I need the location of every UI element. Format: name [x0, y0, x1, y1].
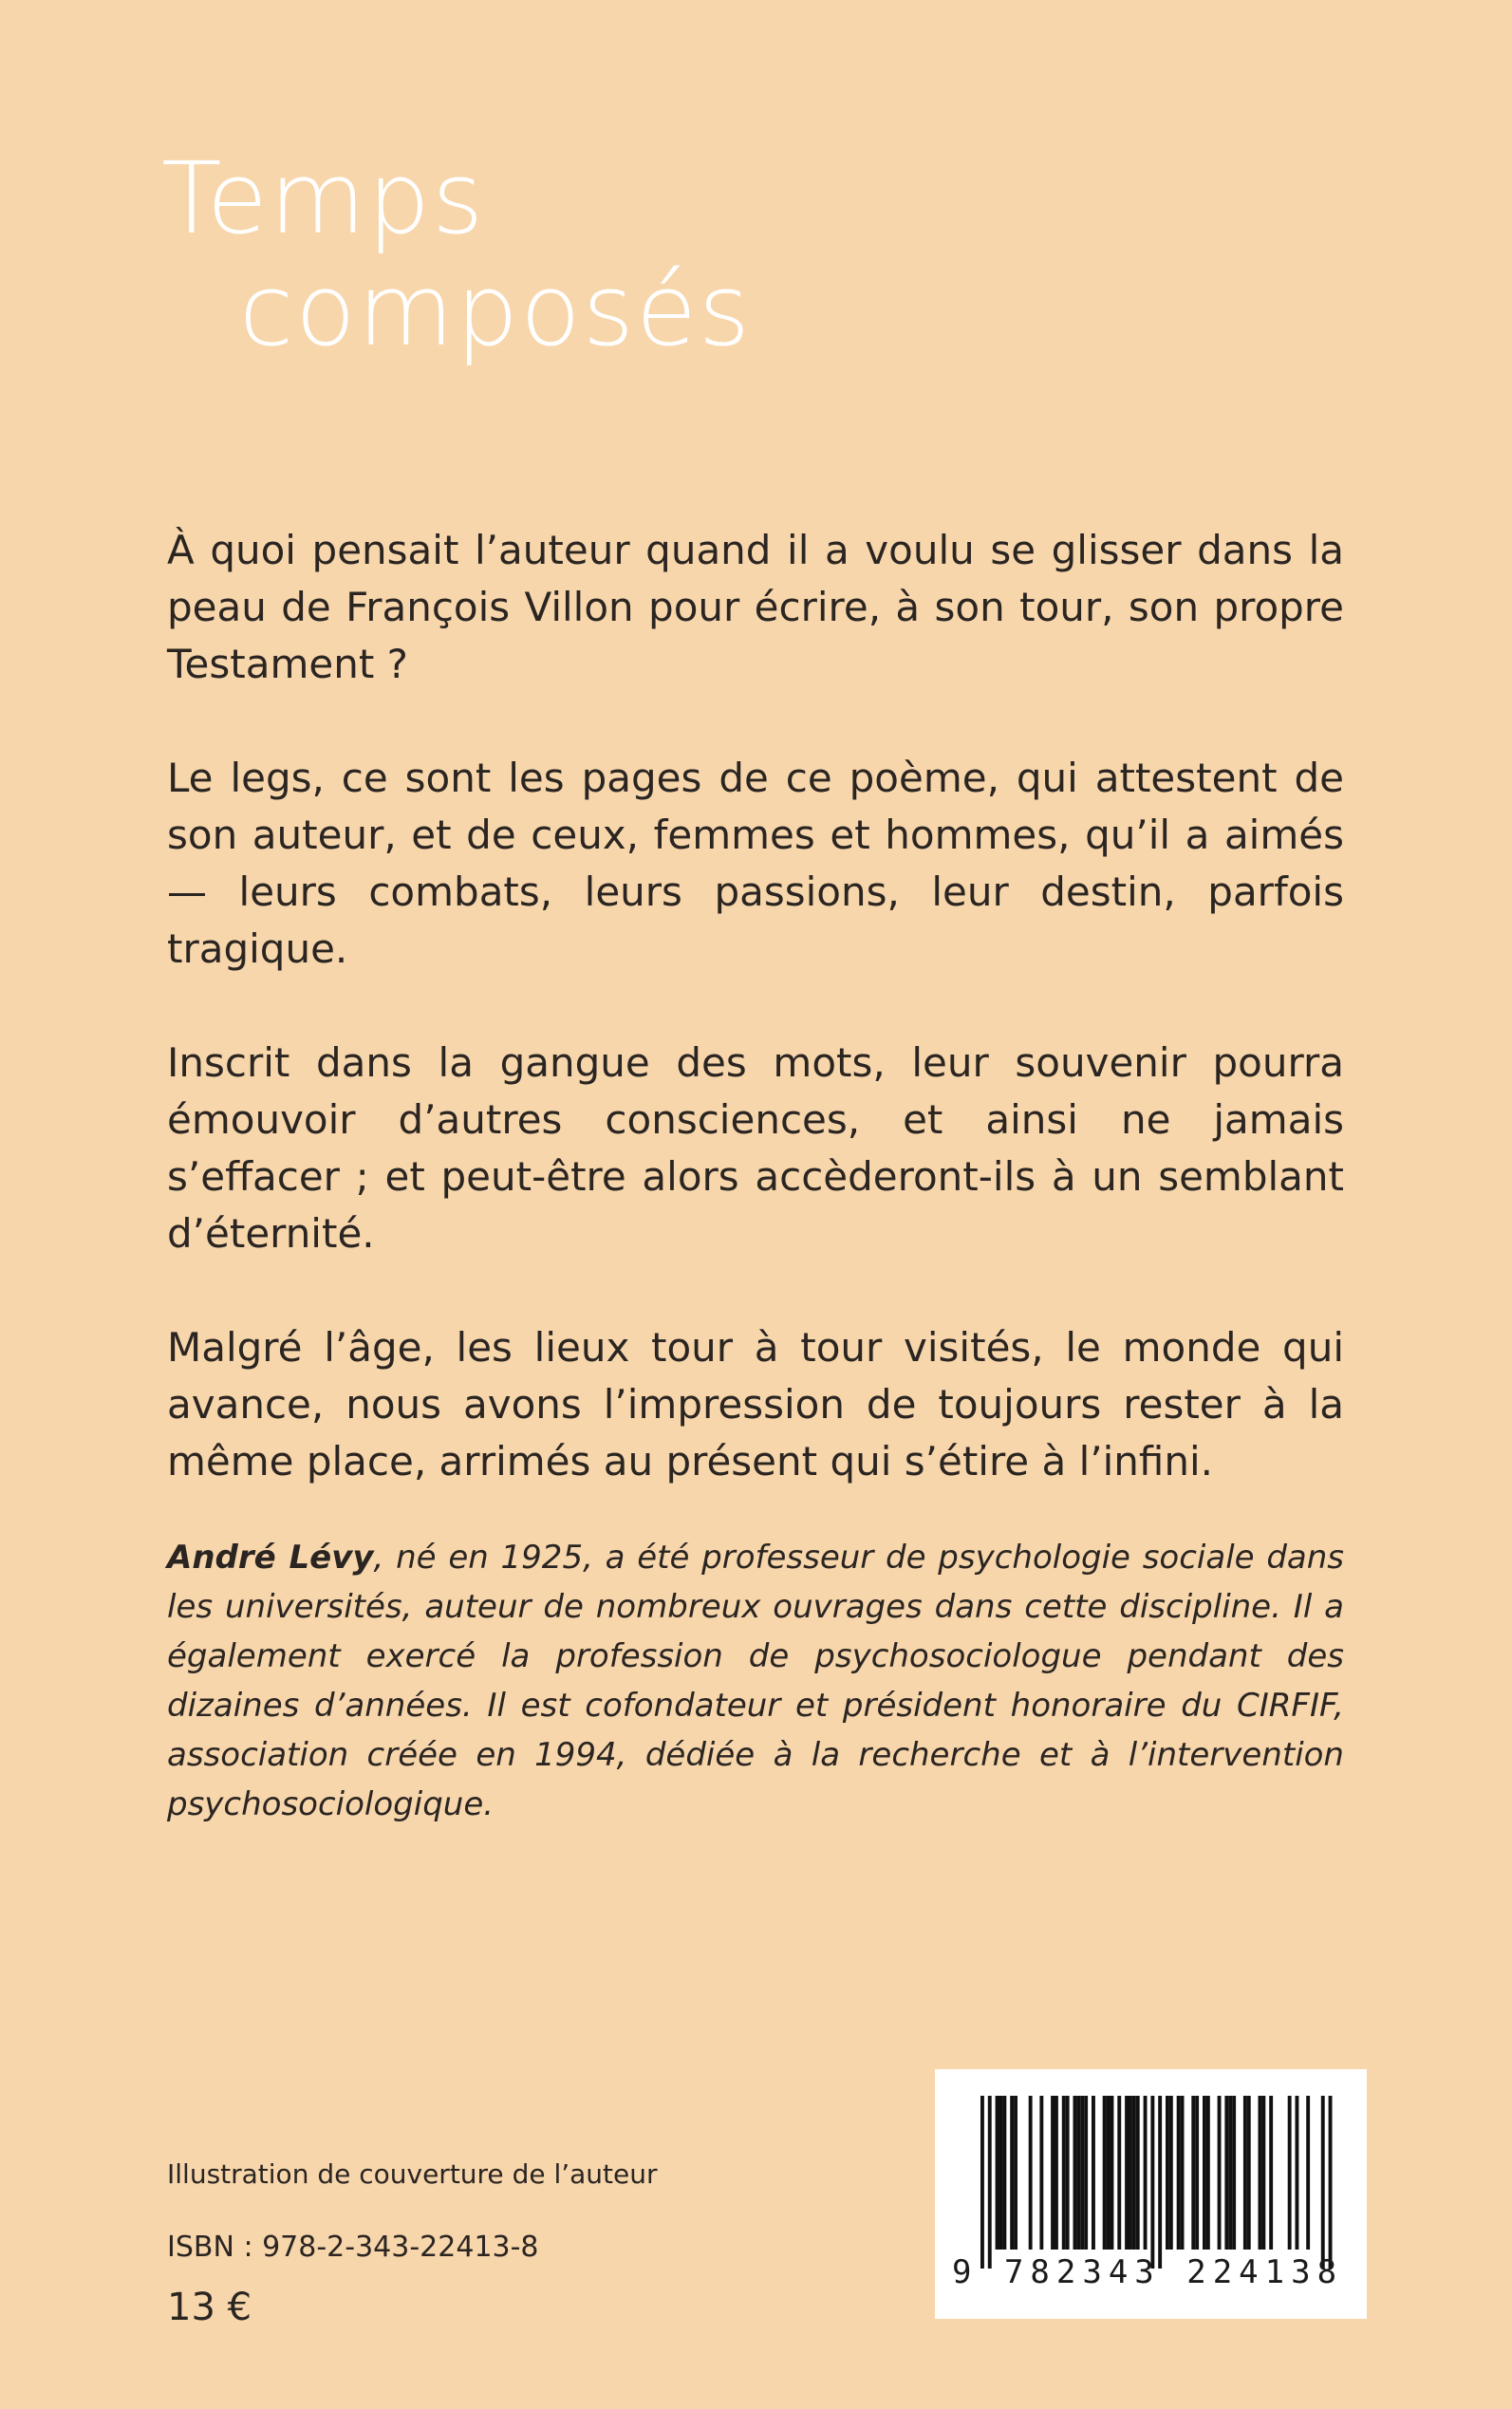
barcode-bar — [1014, 2096, 1017, 2250]
barcode-bar — [1218, 2096, 1222, 2250]
barcode-bar — [1051, 2096, 1055, 2250]
barcode-bar — [1092, 2096, 1095, 2250]
title-line-1: Temps — [161, 140, 486, 256]
barcode-bar — [1039, 2096, 1043, 2250]
barcode-bar — [1247, 2096, 1251, 2250]
blurb-paragraph-3: Inscrit dans la gangue des mots, leur souvenir pourra émouvoir d’autres consciences, et ainsi ne jamais s’effacer ; et peut-être alors accèderont-ils à un semblant d’éternité. — [167, 1039, 1344, 1257]
barcode-bar — [980, 2096, 984, 2269]
barcode-bar — [1329, 2096, 1333, 2269]
author-bio-text: , né en 1925, a été professeur de psychologie sociale dans les universités, auteur de nombreux ouvrages dans cette discipline. Il a également exercé la profession de psychosociologue pendant des dizaines d’années. Il est cofondateur et président honoraire du CIRFIF, association créée en 1994, dédiée à la recherche et à l’intervention psychosociologique. — [167, 1539, 1345, 1823]
barcode-bar — [1144, 2096, 1148, 2250]
blurb-paragraph-1: À quoi pensait l’auteur quand il a voulu se glisser dans la peau de François Villon pour écrire, à son tour, son propre Testament ? — [167, 527, 1344, 687]
barcode-bar — [1261, 2096, 1265, 2250]
barcode-bar — [1306, 2096, 1310, 2250]
barcode-bar — [1203, 2096, 1206, 2250]
barcode-bar — [996, 2096, 999, 2250]
barcode-bar — [1029, 2096, 1033, 2250]
barcode-bar — [1080, 2096, 1084, 2250]
barcode-bar — [1195, 2096, 1199, 2250]
barcode-bar — [1288, 2096, 1292, 2250]
barcode-bar — [1243, 2096, 1247, 2250]
barcode-bar — [1228, 2096, 1232, 2250]
barcode-bar — [1066, 2096, 1070, 2250]
barcode-bar — [1103, 2096, 1107, 2250]
barcode-bar — [1117, 2096, 1121, 2250]
barcode-bar — [1073, 2096, 1077, 2250]
barcode-digits: 9 782343 224138 — [952, 2253, 1344, 2291]
blurb-paragraph-4: Malgré l’âge, les lieux tour à tour visités, le monde qui avance, nous avons l’impression de toujours rester à la même place, arrimés au présent qui s’étire à l’infini. — [167, 1324, 1344, 1485]
barcode-bar — [1111, 2096, 1114, 2250]
barcode-bar — [1062, 2096, 1066, 2250]
barcode-bar — [1158, 2096, 1162, 2269]
barcode-bar — [988, 2096, 992, 2269]
price: 13 € — [167, 2286, 252, 2329]
barcode-bar — [1181, 2096, 1185, 2250]
barcode-bar — [999, 2096, 1003, 2250]
title-line-2: composés — [239, 252, 753, 368]
barcode-bar — [1169, 2096, 1173, 2250]
barcode-bar — [1136, 2096, 1140, 2250]
barcode-bar — [1177, 2096, 1181, 2250]
barcode-bar — [1259, 2096, 1262, 2250]
illustration-credit: Illustration de couverture de l’auteur — [167, 2158, 658, 2190]
barcode-bar — [1076, 2096, 1080, 2250]
barcode-bar — [1269, 2096, 1273, 2250]
barcode-bar — [1166, 2096, 1169, 2250]
barcode-bar — [1002, 2096, 1006, 2250]
barcode-bar — [1084, 2096, 1088, 2250]
back-cover-blurb — [167, 522, 1344, 1547]
barcode-bar — [1010, 2096, 1014, 2250]
barcode-bar — [1150, 2096, 1154, 2269]
book-title — [161, 142, 752, 366]
blurb-paragraph-2: Le legs, ce sont les pages de ce poème, qui attestent de son auteur, et de ceux, femmes et hommes, qu’il a aimés — leurs combats, leurs passions, leur destin, parfois tragique. — [167, 755, 1344, 972]
barcode-bar — [1296, 2096, 1299, 2250]
barcode-bar — [1125, 2096, 1129, 2250]
author-name: André Lévy — [167, 1539, 374, 1577]
barcode-bar — [1191, 2096, 1195, 2250]
barcode-bar — [1224, 2096, 1228, 2250]
author-bio — [167, 1533, 1344, 1829]
isbn: ISBN : 978-2-343-22413-8 — [167, 2231, 539, 2264]
barcode-bar — [1129, 2096, 1132, 2250]
barcode — [935, 2069, 1367, 2319]
barcode-bar — [1206, 2096, 1210, 2250]
barcode-bar — [1232, 2096, 1236, 2250]
barcode-bar — [1321, 2096, 1325, 2269]
barcode-bar — [1055, 2096, 1058, 2250]
barcode-bar — [1107, 2096, 1111, 2250]
barcode-bar — [1132, 2096, 1136, 2250]
